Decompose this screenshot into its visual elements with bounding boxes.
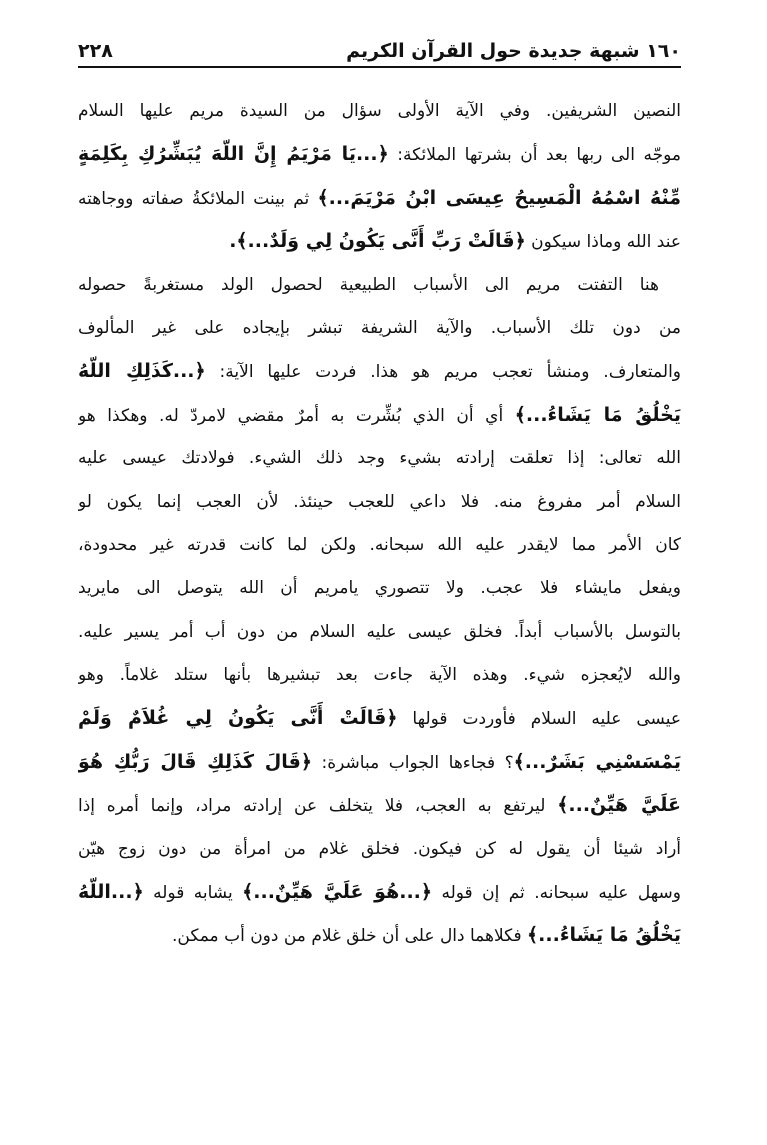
quran-quote: يَخْلُقُ مَا يَشَاءُ...﴾ (527, 924, 681, 947)
text-segment: عيسى عليه السلام فأوردت قولها (397, 709, 681, 730)
text-line (78, 264, 681, 307)
text-segment: ثم بينت الملائكةُ صفاته ووجاهته (78, 188, 318, 209)
quran-quote: ﴿...كَذَلِكِ اللّهُ (78, 360, 206, 383)
text-segment: بالتوسل بالأسباب أبداً. فخلق عيسى عليه السلام من دون أب أمر يسير عليه. (78, 621, 681, 642)
text-line (78, 741, 681, 784)
text-line (78, 567, 681, 610)
quran-quote: ﴿قَالَتْ رَبِّ أَنَّى يَكُونُ لِي وَلَدٌ...﴾. (229, 230, 526, 253)
text-segment: موجّه الى ربها بعد أن بشرتها الملائكة: (388, 145, 681, 166)
text-line (78, 177, 681, 220)
text-line (78, 394, 681, 437)
text-line (78, 611, 681, 654)
body-text (78, 90, 681, 958)
text-line (78, 828, 681, 871)
text-segment: أراد شيئا أن يقول له كن فيكون. فخلق غلام من امرأة من دون زوج هيّن (78, 838, 681, 859)
quran-quote: يَمْسَسْنِي بَشَرٌ...﴾ (513, 750, 681, 773)
quran-quote: مِّنْهُ اسْمُهُ الْمَسِيحُ عِيسَى ابْنُ مَرْيَمَ...﴾ (317, 186, 681, 209)
quran-quote: عَلَيَّ هَيِّنٌ...﴾ (557, 794, 681, 817)
text-line (78, 437, 681, 480)
text-segment: أي أن الذي بُشِّرت به أمرٌ مقضي لامردّ له. وهكذا هو (78, 405, 515, 426)
text-segment: والمتعارف. ومنشأ تعجب مريم هو هذا. فردت عليها الآية: (205, 362, 681, 383)
text-line (78, 524, 681, 567)
quran-quote: ﴿قَالَتْ أَنَّى يَكُونُ لِي غُلاَمٌ وَلَمْ (78, 707, 398, 730)
text-segment: الله تعالى: إذا تعلقت إرادته بشيء وجد ذلك الشيء. فولادتك عيسى عليه (78, 448, 681, 469)
text-line (78, 871, 681, 914)
text-segment: هنا التفتت مريم الى الأسباب الطبيعية لحصول الولد مستغربةً حصوله (78, 274, 659, 295)
page-number: ٢٢٨ (78, 40, 113, 62)
text-segment: كان الأمر مما لايقدر عليه الله سبحانه. ولكن لما كانت قدرته غير محدودة، (78, 534, 681, 555)
running-header (78, 30, 681, 64)
text-segment: وسهل عليه سبحانه. ثم إن قوله (432, 883, 681, 904)
text-segment: ؟ فجاءها الجواب مباشرة: (311, 752, 514, 773)
text-segment: السلام أمر مفروغ منه. فلا داعي للعجب حينئذ. لأن العجب إنما يكون لو (78, 491, 681, 512)
text-line (78, 654, 681, 697)
text-segment: يشابه قوله (143, 883, 243, 904)
quran-quote: ﴿...يَا مَرْيَمُ إِنَّ اللّهَ يُبَشِّرُكِ بِكَلِمَةٍ (78, 143, 389, 166)
text-line (78, 914, 681, 957)
text-line (78, 784, 681, 827)
header-divider (78, 66, 681, 68)
running-title: ١٦٠ شبهة جديدة حول القرآن الكريم (346, 40, 681, 62)
quran-quote: ﴿...هُوَ عَلَيَّ هَيِّنٌ...﴾ (242, 881, 433, 904)
text-segment: عند الله وماذا سيكون (525, 232, 681, 253)
quran-quote: ﴿...اللّهُ (78, 881, 144, 904)
text-segment: من دون تلك الأسباب. والآية الشريفة تبشر بإيجاده على غير المألوف (78, 317, 681, 338)
text-segment: ليرتفع به العجب، فلا يتخلف عن إرادته مراد، وإنما أمره إذا (78, 796, 558, 817)
text-line (78, 350, 681, 393)
text-line (78, 481, 681, 524)
text-segment: فكلاهما دال على أن خلق غلام من دون أب ممكن. (172, 926, 528, 947)
text-segment: والله لايُعجزه شيء. وهذه الآية جاءت بعد تبشيرها بأنها ستلد غلاماً. وهو (78, 665, 681, 686)
text-line (78, 133, 681, 176)
text-segment: النصين الشريفين. وفي الآية الأولى سؤال من السيدة مريم عليها السلام (78, 101, 681, 121)
text-line (78, 220, 681, 263)
text-line (78, 90, 681, 133)
quran-quote: يَخْلُقُ مَا يَشَاءُ...﴾ (514, 403, 681, 426)
text-line (78, 307, 681, 350)
text-segment: ويفعل مايشاء فلا عجب. ولا تتصوري يامريم أن الله يتوصل الى مايريد (78, 578, 681, 599)
quran-quote: ﴿قَالَ كَذَلِكِ قَالَ رَبُّكِ هُوَ (78, 750, 312, 773)
text-line (78, 697, 681, 740)
